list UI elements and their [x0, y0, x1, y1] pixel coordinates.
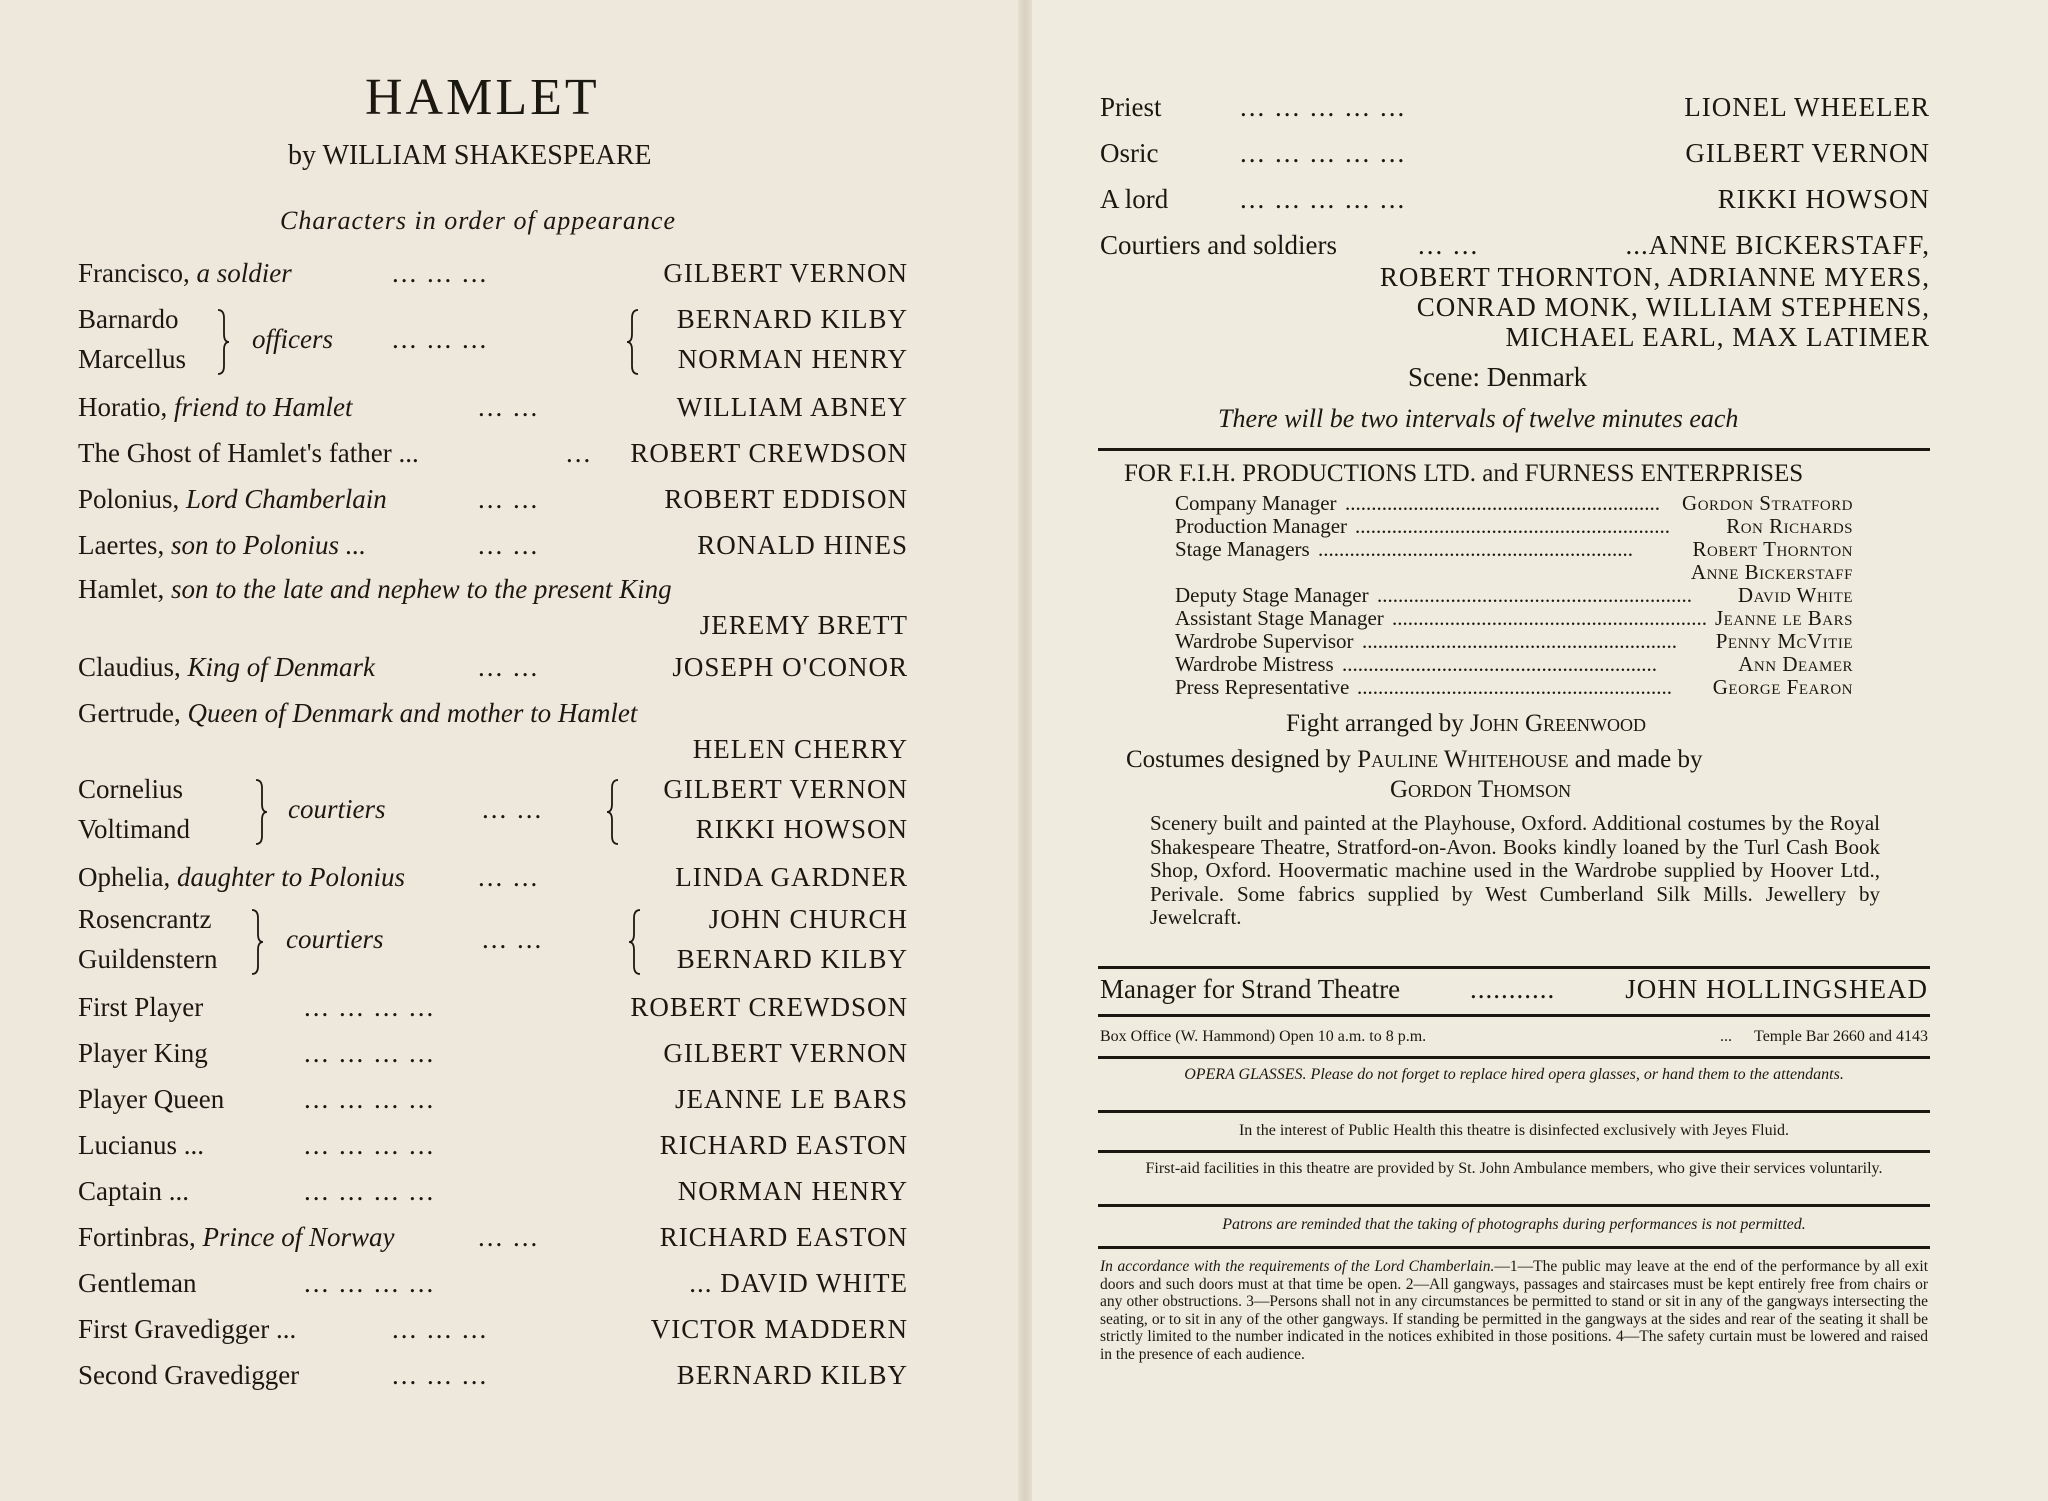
dot-leader: ............................................................ — [1355, 514, 1670, 538]
cast-row-gertrude: Gertrude, Queen of Denmark and mother to Hamlet HELEN CHERRY — [78, 698, 908, 764]
staff-row — [1175, 606, 1853, 629]
cast-group-officers: Barnardo Marcellus officers ... ... ... BERNARD KILBY NORMAN HENRY — [78, 304, 908, 374]
staff-role: Assistant Stage Manager — [1175, 606, 1384, 630]
scenery-credits: Scenery built and painted at the Playhouse, Oxford. Additional costumes by the Royal Shakespeare Theatre, Stratford-on-Avon. Books kindly loaned by the Turl Cash Book Shop, Oxford. Hoovermatic machine used in the Wardrobe supplied by Hoover Ltd., Perivale. Some fabrics supplied by West Cumberland Silk Mills. Jewellery by Jewelcraft. — [1150, 811, 1880, 929]
dot-leader: ............................................................ — [1362, 629, 1677, 653]
staff-row — [1175, 652, 1853, 675]
staff-name: Penny McVitie — [1715, 629, 1853, 653]
dot-leader: ............................................................ — [1345, 491, 1660, 515]
cast-group-courtiers-2: Rosencrantz Guildenstern courtiers ... ... JOHN CHURCH BERNARD KILBY — [78, 904, 908, 974]
costumes-maker: Gordon Thomson — [1390, 776, 1572, 803]
staff-row — [1175, 537, 1853, 560]
actor-name: GILBERT VERNON — [663, 258, 908, 288]
cast-row-lucianus: Lucianus ... ... ... ... ... RICHARD EASTON — [78, 1130, 908, 1160]
theatre-manager: Manager for Strand Theatre ........... JOHN HOLLINGSHEAD — [1100, 974, 1928, 1004]
fight-credit: Fight arranged by John Greenwood — [1286, 710, 1646, 737]
dot-leader: ............................................................ — [1342, 652, 1657, 676]
staff-name: Anne Bickerstaff — [1690, 560, 1853, 584]
costumes-credit: Costumes designed by Pauline Whitehouse and made by — [1126, 746, 1703, 773]
dot-leader: ............................................................ — [1377, 583, 1692, 607]
dot-leader: ............................................................ — [1392, 606, 1707, 630]
staff-name: Ron Richards — [1726, 514, 1853, 538]
staff-role: Wardrobe Mistress — [1175, 652, 1334, 676]
staff-role: Press Representative — [1175, 675, 1350, 699]
divider — [1098, 1204, 1930, 1207]
cast-row-first-player: First Player ... ... ... ... ROBERT CREWDSON — [78, 992, 908, 1022]
divider — [1098, 966, 1930, 969]
cast-row-ghost: The Ghost of Hamlet's father ... ... ROBERT CREWDSON — [78, 438, 908, 468]
staff-role: Stage Managers — [1175, 537, 1310, 561]
brace-left-icon — [626, 308, 640, 376]
staff-role: Production Manager — [1175, 514, 1348, 538]
staff-role: Company Manager — [1175, 491, 1337, 515]
dot-leader: ............................................................ — [1357, 675, 1672, 699]
cast-row-hamlet: Hamlet, son to the late and nephew to the present King JEREMY BRETT — [78, 574, 908, 640]
cast-row-ophelia: Ophelia, daughter to Polonius ... ... LINDA GARDNER — [78, 862, 908, 892]
production-heading: FOR F.I.H. PRODUCTIONS LTD. and FURNESS ENTERPRISES — [1124, 460, 1804, 487]
cast-row-claudius: Claudius, King of Denmark ... ... JOSEPH O'CONOR — [78, 652, 908, 682]
divider — [1098, 448, 1930, 451]
staff-row — [1175, 629, 1853, 652]
staff-row — [1175, 583, 1853, 606]
divider — [1098, 1150, 1930, 1153]
brace-left-icon — [628, 908, 642, 976]
staff-role: Deputy Stage Manager — [1175, 583, 1369, 607]
cast-row-fortinbras: Fortinbras, Prince of Norway ... ... RICHARD EASTON — [78, 1222, 908, 1252]
staff-row — [1175, 491, 1853, 514]
box-office: Box Office (W. Hammond) Open 10 a.m. to 8 p.m. ... Temple Bar 2660 and 4143 — [1100, 1028, 1928, 1045]
intervals-note: There will be two intervals of twelve minutes each — [1218, 404, 1739, 433]
cast-row-osric: Osric ... ... ... ... ... GILBERT VERNON — [1100, 138, 1930, 168]
staff-row — [1175, 514, 1853, 537]
dot-leader: ............................................................ — [1318, 537, 1633, 561]
lord-chamberlain-notice: In accordance with the requirements of the Lord Chamberlain.—1—The public may leave at the end of the performance by all exit doors and such doors must at that time be open. 2—All gangways, passages and staircases must be kept entirely free from chairs or any other obstructions. 3—Persons shall not in any circumstances be permitted to stand or sit in any of the gangways intersecting the seating, or to sit in any of the other gangways. If standing be permitted in the gangways at the sides and rear of the seating it shall be strictly limited to the number indicated in the notices exhibited in those positions. 4—The safety curtain must be lowered and raised in the presence of each audience. — [1100, 1258, 1928, 1363]
courtiers-line-3: CONRAD MONK, WILLIAM STEPHENS, — [1416, 292, 1930, 322]
scene-label: Scene: Denmark — [1408, 362, 1588, 392]
cast-row-player-king: Player King ... ... ... ... GILBERT VERNON — [78, 1038, 908, 1068]
play-title: HAMLET — [365, 69, 600, 126]
photography-notice: Patrons are reminded that the taking of photographs during performances is not permitted. — [1222, 1216, 1806, 1233]
cast-row-priest: Priest ... ... ... ... ... LIONEL WHEELER — [1100, 92, 1930, 122]
opera-glasses-notice: OPERA GLASSES. Please do not forget to replace hired opera glasses, or hand them to the attendants. — [1184, 1066, 1844, 1083]
cast-group-courtiers-1: Cornelius Voltimand courtiers ... ... GILBERT VERNON RIKKI HOWSON — [78, 774, 908, 844]
divider — [1098, 1110, 1930, 1113]
cast-row-courtiers: Courtiers and soldiers ... ... ...ANNE BICKERSTAFF, — [1100, 230, 1930, 260]
cast-row-polonius: Polonius, Lord Chamberlain ... ... ROBERT EDDISON — [78, 484, 908, 514]
staff-name: Ann Deamer — [1738, 652, 1853, 676]
cast-row-first-gravedigger: First Gravedigger ... ... ... ... VICTOR MADDERN — [78, 1314, 908, 1344]
divider — [1098, 1246, 1930, 1249]
page-fold — [1018, 0, 1032, 1501]
health-notice: In the interest of Public Health this theatre is disinfected exclusively with Jeyes Fluid. — [1238, 1122, 1790, 1139]
cast-row-gentleman: Gentleman ... ... ... ... ... DAVID WHITE — [78, 1268, 908, 1298]
divider — [1098, 1014, 1930, 1017]
staff-row — [1175, 560, 1853, 583]
cast-row-francisco: Francisco, a soldier ... ... ... GILBERT VERNON — [78, 258, 908, 288]
brace-right-icon — [254, 778, 268, 846]
cast-row-horatio: Horatio, friend to Hamlet ... ... WILLIAM ABNEY — [78, 392, 908, 422]
staff-name: David White — [1737, 583, 1853, 607]
cast-row-captain: Captain ... ... ... ... ... NORMAN HENRY — [78, 1176, 908, 1206]
staff-name: Jeanne le Bars — [1714, 606, 1853, 630]
brace-right-icon — [250, 908, 264, 976]
first-aid-notice: First-aid facilities in this theatre are provided by St. John Ambulance members, who give their services voluntarily. — [1145, 1160, 1883, 1177]
divider — [1098, 1056, 1930, 1059]
courtiers-line-4: MICHAEL EARL, MAX LATIMER — [1505, 322, 1930, 352]
brace-right-icon — [216, 308, 230, 376]
staff-name: Robert Thornton — [1692, 537, 1853, 561]
byline: by WILLIAM SHAKESPEARE — [288, 140, 652, 171]
staff-role: Wardrobe Supervisor — [1175, 629, 1354, 653]
staff-name: George Fearon — [1712, 675, 1853, 699]
cast-row-second-gravedigger: Second Gravedigger ... ... ... BERNARD KILBY — [78, 1360, 908, 1390]
cast-row-player-queen: Player Queen ... ... ... ... JEANNE LE BARS — [78, 1084, 908, 1114]
cast-row-lord: A lord ... ... ... ... ... RIKKI HOWSON — [1100, 184, 1930, 214]
courtiers-line-2: ROBERT THORNTON, ADRIANNE MYERS, — [1379, 262, 1930, 292]
cast-subtitle: Characters in order of appearance — [280, 206, 676, 235]
staff-name: Gordon Stratford — [1682, 491, 1853, 515]
staff-row — [1175, 675, 1853, 698]
cast-row-laertes: Laertes, son to Polonius ... ... ... RONALD HINES — [78, 530, 908, 560]
brace-left-icon — [606, 778, 620, 846]
